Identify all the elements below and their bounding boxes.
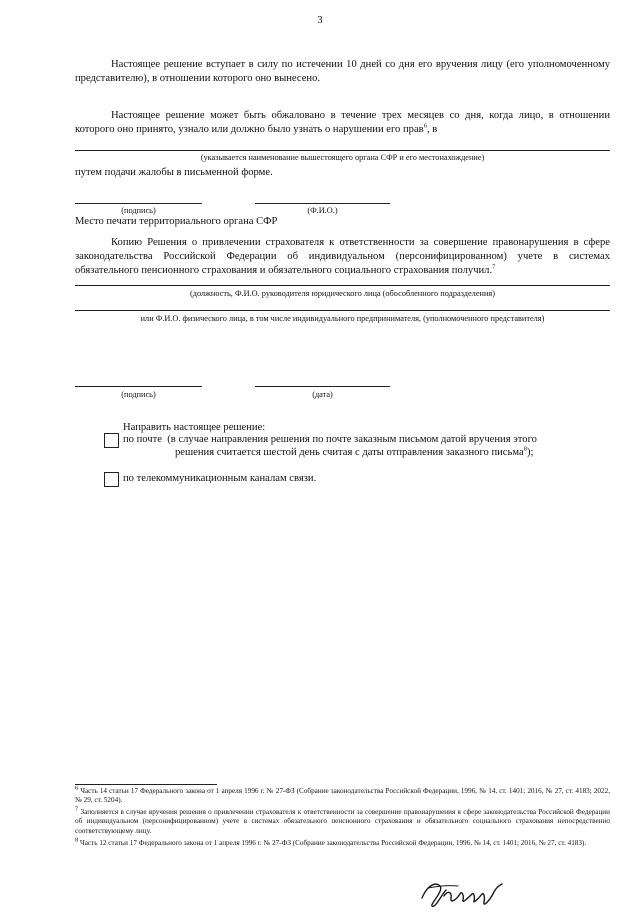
telecom-checkbox[interactable] xyxy=(104,472,119,487)
individual-caption: или Ф.И.О. физического лица, в том числе индивидуального предпринимателя, (уполномоченного представителя) xyxy=(140,314,545,323)
footnote-ref-7: 7 xyxy=(492,263,496,271)
post-option-note-2-end: ); xyxy=(526,447,534,458)
appeal-text-end: , в xyxy=(426,124,438,135)
signature-line-1 xyxy=(75,203,202,204)
post-option-note-2-text: решения считается шестой день считая с даты отправления заказного письма xyxy=(175,447,524,458)
post-option xyxy=(123,433,613,447)
footnote-ref-8: 8 xyxy=(523,445,527,453)
fio-line xyxy=(255,203,390,204)
signature-caption-1: (подпись) xyxy=(121,206,156,215)
effective-date-paragraph: Настоящее решение вступает в силу по истечении 10 дней со дня его вручения лицу (его уполномоченному представителю), в отношении которого оно вынесено. xyxy=(75,59,610,84)
footnote-ref-6: 6 xyxy=(423,122,427,130)
footnote-mark-7: 7 xyxy=(75,805,79,813)
footnote-mark-8: 8 xyxy=(75,836,79,844)
authority-caption: (указывается наименование вышестоящего органа СФР и его местонахождение) xyxy=(200,153,485,162)
footnote-separator xyxy=(75,784,217,785)
footnote-6-text: Часть 14 статьи 17 Федерального закона от 1 апреля 1996 г. № 27-ФЗ (Собрание законодательства Российской Федерации, 1996, № 14, ст. 1401; 2016, № 27, ст. 4183; 2022, № 29, ст. 5204). xyxy=(75,787,611,805)
footnote-8-text: Часть 12 статьи 17 Федерального закона от 1 апреля 1996 г. № 27-ФЗ (Собрание законодательства Российской Федерации, 1996, № 14, ст. 1401; 2016, № 27, ст. 4183). xyxy=(80,839,587,847)
complaint-text: путем подачи жалобы в письменной форме. xyxy=(75,167,273,178)
footnote-6 xyxy=(75,784,611,806)
position-line xyxy=(75,285,610,286)
post-checkbox[interactable] xyxy=(104,433,119,448)
post-option-note: (в случае направления решения по почте заказным письмом датой вручения этого xyxy=(167,434,537,445)
copy-received-text: Копию Решения о привлечении страхователя к ответственности за совершение правонарушения в сфере законодательства Российской Федерации об индивидуальном (персонифицированном) учете в системах обязательного пенсионного страхования и обязательного социального страхования получил. xyxy=(75,237,610,276)
signature-line-2 xyxy=(75,386,202,387)
post-option-label: по почте xyxy=(123,434,162,445)
send-heading: Направить настоящее решение: xyxy=(123,422,266,433)
individual-line xyxy=(75,310,610,311)
page-number: 3 xyxy=(317,15,323,26)
footnote-8 xyxy=(75,836,610,848)
seal-place: Место печати территориального органа СФР xyxy=(75,216,278,227)
footnote-7 xyxy=(75,805,610,836)
copy-received-paragraph xyxy=(75,236,610,278)
authority-line xyxy=(75,150,610,151)
date-line xyxy=(255,386,390,387)
footnote-7-text: Заполняется в случае вручения решения о привлечении страхователя к ответственности за совершение правонарушения в сфере законодательства Российской Федерации об индивидуальном (персонифицированном) учете в системах обязательного пенсионного страхования и обязательного социального страхования непосредственно соответствующему лицу. xyxy=(75,808,610,835)
footnote-mark-6: 6 xyxy=(75,784,79,792)
fio-caption: (Ф.И.О.) xyxy=(307,206,338,215)
post-option-note-2 xyxy=(175,446,615,460)
appeal-paragraph xyxy=(75,109,610,137)
position-caption: (должность, Ф.И.О. руководителя юридического лица (обособленного подразделения) xyxy=(190,289,495,298)
handwritten-signature xyxy=(418,876,508,912)
telecom-option-label: по телекоммуникационным каналам связи. xyxy=(123,473,317,484)
date-caption: (дата) xyxy=(312,390,333,399)
appeal-text: Настоящее решение может быть обжаловано в течение трех месяцев со дня, когда лицо, в отношении которого оно принято, узнало или должно было узнать о нарушении его прав xyxy=(75,110,610,135)
signature-caption-2: (подпись) xyxy=(121,390,156,399)
